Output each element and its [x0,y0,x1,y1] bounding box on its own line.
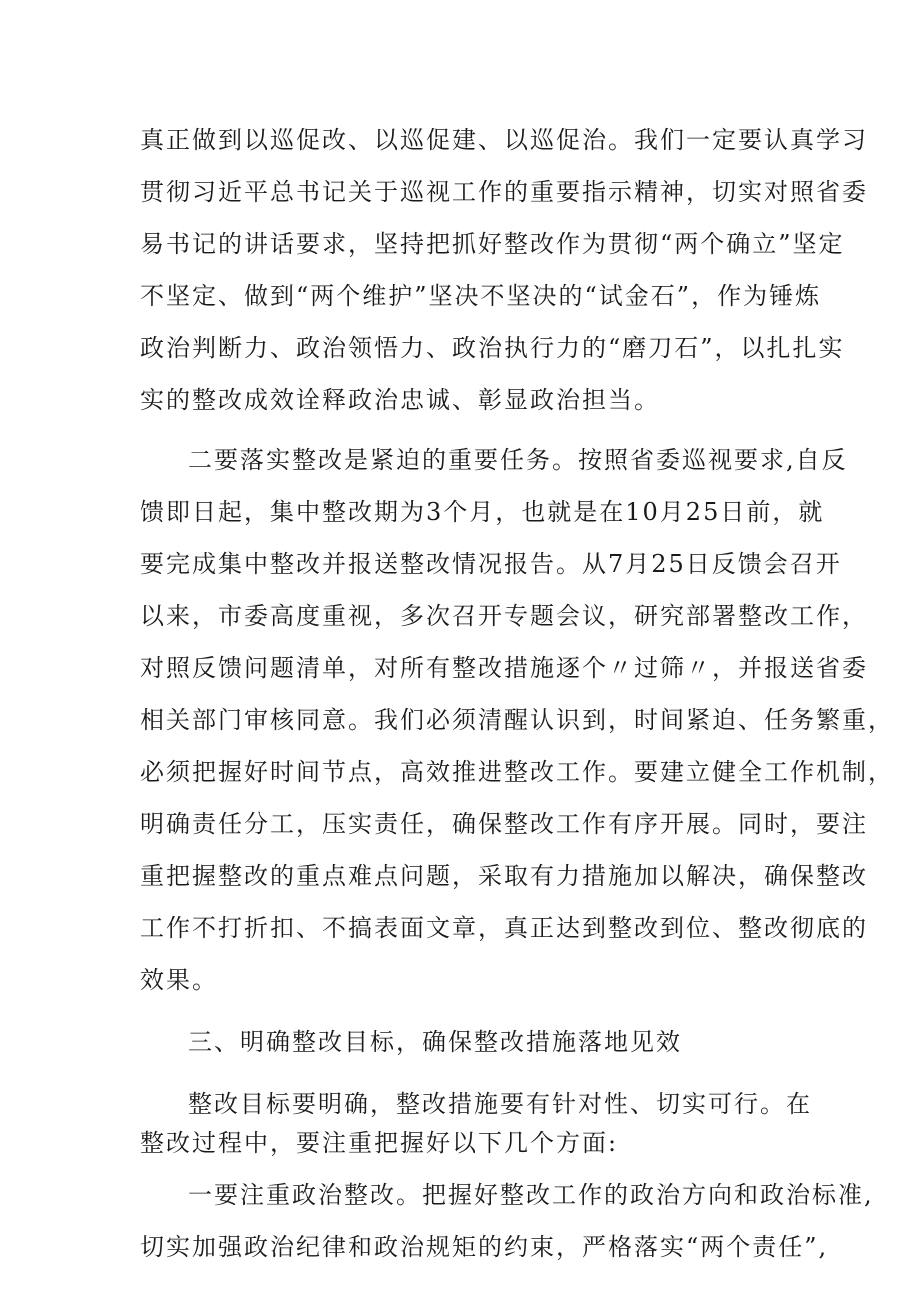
text-line: 贯彻习近平总书记关于巡视工作的重要指示精神，切实对照省委 [140,178,868,206]
text-line: 整改过程中，要注重把握好以下几个方面: [140,1129,619,1157]
text-line: 必须把握好时间节点，高效推进整改工作。要建立健全工作机制， [140,758,894,786]
text-line: 工作不打折扣、不搞表面文章，真正达到整改到位、整改彻底的 [140,914,868,942]
text-line: 馈即日起，集中整改期为3个月，也就是在10月25日前，就 [140,498,825,526]
text-line: 不坚定、做到“两个维护”坚决不坚决的“试金石”，作为锤炼 [140,282,822,310]
text-line: 实的整改成效诠释政治忠诚、彰显政治担当。 [140,386,660,414]
text-line: 以来，市委高度重视，多次召开专题会议，研究部署整改工作， [140,602,868,630]
text-line: 相关部门审核同意。我们必须清醒认识到，时间紧迫、任务繁重， [140,706,894,734]
paragraph-start-line: 二要落实整改是紧迫的重要任务。按照省委巡视要求,自反 [188,446,848,474]
text-line: 政治判断力、政治领悟力、政治执行力的“磨刀石”，以扎扎实 [140,334,845,362]
text-line: 重把握整改的重点难点问题，采取有力措施加以解决，确保整改 [140,862,868,890]
text-line: 对照反馈问题清单，对所有整改措施逐个〃过筛〃，并报送省委 [140,654,868,682]
text-line: 真正做到以巡促改、以巡促建、以巡促治。我们一定要认真学习 [140,126,868,154]
text-line: 要完成集中整改并报送整改情况报告。从7月25日反馈会召开 [140,550,842,578]
text-line: 切实加强政治纪律和政治规矩的约束，严格落实“两个责任”, [140,1233,829,1261]
text-line: 效果。 [140,966,218,994]
paragraph-start-line: 整改目标要明确，整改措施要有针对性、切实可行。在 [188,1090,812,1118]
text-line: 明确责任分工，压实责任，确保整改工作有序开展。同时，要注 [140,810,868,838]
text-line: 易书记的讲话要求，坚持把抓好整改作为贯彻“两个确立”坚定 [140,230,845,258]
paragraph-start-line: 一要注重政治整改。把握好整改工作的政治方向和政治标准, [188,1181,874,1209]
section-heading: 三、明确整改目标，确保整改措施落地见效 [188,1028,682,1056]
